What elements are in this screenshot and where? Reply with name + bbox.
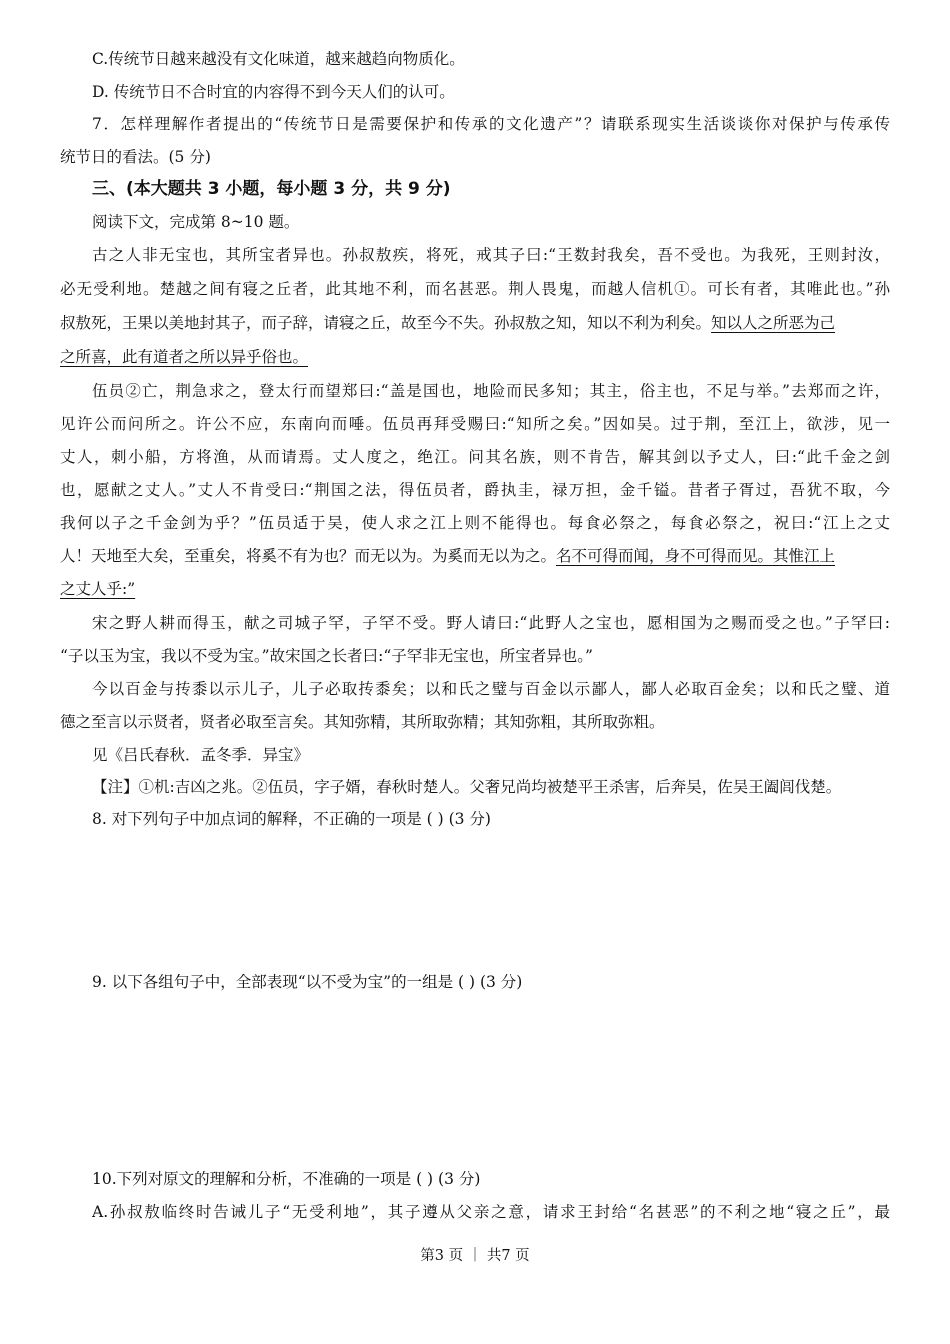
underlined-sentence: 之丈人乎:” [60,580,136,598]
q10-text: 10.下列对原文的理解和分析，不准确的一项是 ( ) (3 分) [92,1170,481,1188]
passage-text: 叔敖死，王果以美地封其子，而子辞，请寝之丘，故至今不失。孙叔敖之知，知以不利为利矣。 [60,314,712,332]
underlined-sentence: 名不可得而闻，身不可得而见。其惟江上 [556,547,836,565]
q7-text: 7．怎样理解作者提出的“传统节日是需要保护和传承的文化遗产”？请联系现实生活谈谈你对保护与传承传 [92,115,890,133]
passage-line: 我何以子之千金剑为乎？”伍员适于吴，使人求之江上则不能得也。每食必祭之，每食必祭之，祝曰:“江上之丈 [60,514,890,532]
q8-text: 8. 对下列句子中加点词的解释，不正确的一项是 ( ) (3 分) [92,810,491,828]
q10-option-a: A.孙叔敖临终时告诫儿子“无受利地”，其子遵从父亲之意，请求王封给“名甚恶”的不利之地“寝之丘”，最 [92,1203,890,1221]
passage-line [60,347,890,367]
passage-line: 见许公而问所之。许公不应，东南向而唾。伍员再拜受赐曰:“知所之矣。”因如吴。过于荆，至江上，欲涉，见一 [60,415,890,433]
annotation-note: 【注】①机:吉凶之兆。②伍员，字子婿，春秋时楚人。父奢兄尚均被楚平王杀害，后奔吴，佐吴王阖闾伐楚。 [92,778,842,796]
reading-instruction: 阅读下文，完成第 8~10 题。 [92,213,300,231]
passage-line: 必无受利地。楚越之间有寝之丘者，此其地不利，而名甚恶。荆人畏鬼，而越人信机①。可长有者，其唯此也。”孙 [60,280,890,298]
section-three-heading: 三、(本大题共 3 小题，每小题 3 分，共 9 分) [92,179,451,199]
q9-text: 9. 以下各组句子中，全部表现“以不受为宝”的一组是 ( ) (3 分) [92,973,523,991]
underlined-sentence: 之所喜，此有道者之所以异乎俗也。 [60,348,309,366]
passage-line: 伍员②亡，荆急求之，登太行而望郑曰:“盖是国也，地险而民多知；其主，俗主也，不足与举。”去郑而之许， [92,382,890,400]
underlined-sentence: 知以人之所恶为己 [711,314,836,332]
passage-line: 丈人，刺小船，方将渔，从而请焉。丈人度之，绝江。问其名族，则不肯告，解其剑以予丈人，曰:“此千金之剑 [60,448,890,466]
q7-text-cont: 统节日的看法。(5 分) [60,148,211,166]
passage-text: 人！天地至大矣，至重矣，将奚不有为也？而无以为。为奚而无以为之。 [60,547,557,565]
passage-line: 古之人非无宝也，其所宝者异也。孙叔敖疾，将死，戒其子曰:“王数封我矣，吾不受也。为我死，王则封汝， [92,246,890,264]
q6-option-d: D. 传统节日不合时宜的内容得不到今天人们的认可。 [92,83,455,101]
passage-line: 德之至言以示贤者，贤者必取至言矣。其知弥精，其所取弥精；其知弥粗，其所取弥粗。 [60,713,665,731]
passage-line [60,579,890,599]
passage-line: 今以百金与抟黍以示儿子，儿子必取抟黍矣；以和氏之璧与百金以示鄙人，鄙人必取百金矣；以和氏之璧、道 [92,680,890,698]
page-footer: 第3 页 ｜ 共7 页 [420,1248,530,1264]
passage-line: 宋之野人耕而得玉，献之司城子罕，子罕不受。野人请曰:“此野人之宝也，愿相国为之赐而受之也。”子罕曰: [92,614,890,632]
passage-line [60,546,890,566]
q6-option-c: C.传统节日越来越没有文化味道，越来越趋向物质化。 [92,50,465,68]
passage-line: 也，愿献之丈人。”丈人不肯受曰:“荆国之法，得伍员者，爵执圭，禄万担，金千镒。昔者子胥过，吾犹不取，今 [60,481,890,499]
passage-line: “子以玉为宝，我以不受为宝。”故宋国之长者曰:“子罕非无宝也，所宝者异也。” [60,647,593,665]
passage-line [60,313,890,333]
source-citation: 见《吕氏春秋．孟冬季．异宝》 [92,746,310,764]
